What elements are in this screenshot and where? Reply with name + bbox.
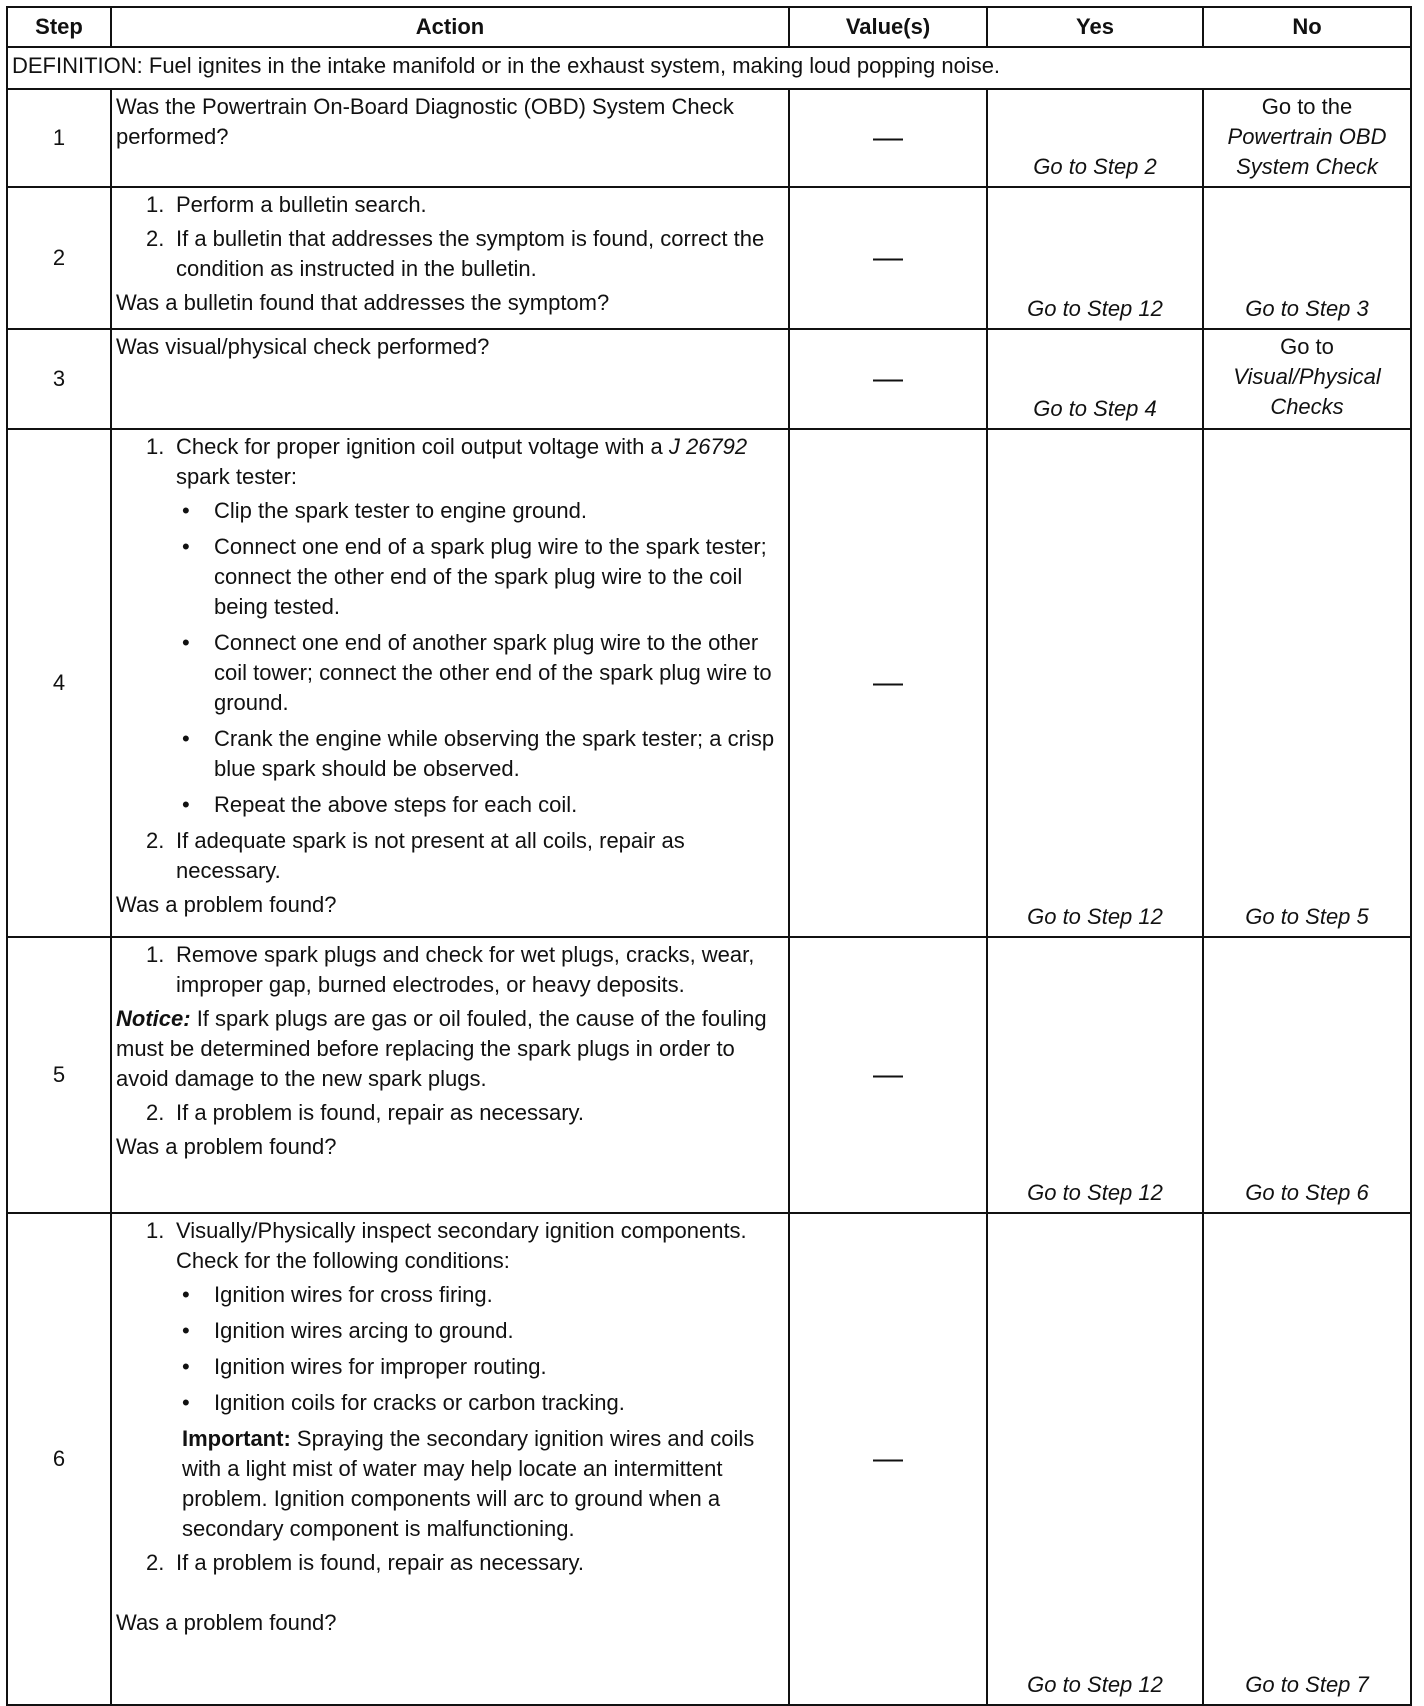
header-yes: Yes bbox=[987, 7, 1203, 47]
item-text: If a problem is found, repair as necessary. bbox=[176, 1100, 585, 1125]
table-row bbox=[7, 937, 1411, 1213]
bullet-text: Ignition wires for improper routing. bbox=[214, 1354, 547, 1379]
bullet-item: • Ignition wires for improper routing. bbox=[182, 1354, 547, 1379]
item-text: If adequate spark is not present at all coils, repair as necessary. bbox=[176, 828, 685, 883]
numbered-item: 1. Remove spark plugs and check for wet plugs, cracks, wear, improper gap, burned electrodes, or heavy deposits. bbox=[146, 942, 755, 997]
value-cell: — bbox=[789, 329, 987, 429]
action-cell bbox=[111, 329, 789, 429]
question-text: Was the Powertrain On-Board Diagnostic (OBD) System Check performed? bbox=[116, 94, 734, 149]
no-prefix: Go to the bbox=[1261, 94, 1353, 119]
bullet-text: Connect one end of another spark plug wire to the other coil tower; connect the other end of the spark plug wire to ground. bbox=[214, 630, 772, 715]
important-label: Important: bbox=[182, 1426, 291, 1451]
bullet-text: Connect one end of a spark plug wire to the spark tester; connect the other end of the spark plug wire to the coil being tested. bbox=[214, 534, 767, 619]
value-cell: — bbox=[789, 187, 987, 329]
action-cell bbox=[111, 187, 789, 329]
item-text: Remove spark plugs and check for wet plugs, cracks, wear, improper gap, burned electrodes, or heavy deposits. bbox=[176, 942, 755, 997]
numbered-item: 1. Perform a bulletin search. bbox=[146, 192, 427, 217]
no-cell: Go to Step 3 bbox=[1203, 187, 1411, 329]
step-number: 1 bbox=[7, 89, 111, 187]
yes-cell: Go to Step 4 bbox=[987, 329, 1203, 429]
notice bbox=[116, 1004, 784, 1094]
yes-cell: Go to Step 12 bbox=[987, 429, 1203, 937]
numbered-item: 2. If a problem is found, repair as necessary. bbox=[146, 1550, 585, 1575]
bullet-text: Clip the spark tester to engine ground. bbox=[214, 498, 588, 523]
bullet-item: • Clip the spark tester to engine ground. bbox=[182, 498, 588, 523]
bullet-text: Repeat the above steps for each coil. bbox=[214, 792, 578, 817]
bullet-item: • Ignition wires for cross firing. bbox=[182, 1282, 493, 1307]
bullet-text: Crank the engine while observing the spark tester; a crisp blue spark should be observed. bbox=[214, 726, 775, 781]
header-action: Action bbox=[111, 7, 789, 47]
action-cell bbox=[111, 89, 789, 187]
no-reference: Powertrain OBD System Check bbox=[1227, 124, 1387, 179]
bullet-item: • Repeat the above steps for each coil. bbox=[182, 792, 578, 817]
yes-cell: Go to Step 2 bbox=[987, 89, 1203, 187]
definition-text: DEFINITION: Fuel ignites in the intake manifold or in the exhaust system, making loud popping noise. bbox=[7, 47, 1411, 89]
question-text: Was a bulletin found that addresses the symptom? bbox=[116, 290, 610, 315]
tool-number: J 26792 bbox=[668, 434, 748, 459]
bullet-text: Ignition wires for cross firing. bbox=[214, 1282, 493, 1307]
notice-text: If spark plugs are gas or oil fouled, the cause of the fouling must be determined before replacing the spark plugs in order to avoid damage to the new spark plugs. bbox=[116, 1006, 767, 1091]
question-text: Was a problem found? bbox=[116, 892, 337, 917]
header-row bbox=[7, 7, 1411, 47]
diagnostic-table bbox=[6, 6, 1412, 1706]
yes-cell: Go to Step 12 bbox=[987, 937, 1203, 1213]
no-cell bbox=[1203, 329, 1411, 429]
value-cell: — bbox=[789, 429, 987, 937]
numbered-item: 2. If adequate spark is not present at all coils, repair as necessary. bbox=[146, 828, 685, 883]
no-cell: Go to Step 7 bbox=[1203, 1213, 1411, 1705]
no-cell: Go to Step 6 bbox=[1203, 937, 1411, 1213]
item-text: Visually/Physically inspect secondary ignition components. Check for the following conditions: bbox=[176, 1218, 747, 1273]
bullet-item: • Connect one end of another spark plug wire to the other coil tower; connect the other end of the spark plug wire to ground. bbox=[182, 630, 772, 715]
bullet-item: • Ignition wires arcing to ground. bbox=[182, 1318, 514, 1343]
definition-row bbox=[7, 47, 1411, 89]
no-prefix: Go to bbox=[1280, 334, 1334, 359]
step-number: 3 bbox=[7, 329, 111, 429]
bullet-item: • Crank the engine while observing the spark tester; a crisp blue spark should be observed. bbox=[182, 726, 775, 781]
header-values: Value(s) bbox=[789, 7, 987, 47]
numbered-item: 1. Visually/Physically inspect secondary ignition components. Check for the following conditions: bbox=[146, 1218, 747, 1273]
step-number: 2 bbox=[7, 187, 111, 329]
important-note bbox=[182, 1424, 784, 1544]
item-text: Perform a bulletin search. bbox=[176, 192, 427, 217]
item-text: Check for proper ignition coil output voltage with a bbox=[176, 434, 663, 459]
item-text: If a problem is found, repair as necessary. bbox=[176, 1550, 585, 1575]
numbered-item: 1. Check for proper ignition coil output voltage with a J 26792 spark tester: bbox=[146, 434, 748, 489]
yes-cell: Go to Step 12 bbox=[987, 187, 1203, 329]
bullet-item: • Ignition coils for cracks or carbon tracking. bbox=[182, 1390, 625, 1415]
item-text: If a bulletin that addresses the symptom is found, correct the condition as instructed in the bulletin. bbox=[176, 226, 765, 281]
no-cell bbox=[1203, 89, 1411, 187]
no-cell: Go to Step 5 bbox=[1203, 429, 1411, 937]
question-text: Was a problem found? bbox=[116, 1610, 337, 1635]
bullet-item: • Connect one end of a spark plug wire to the spark tester; connect the other end of the spark plug wire to the coil being tested. bbox=[182, 534, 767, 619]
step-number: 5 bbox=[7, 937, 111, 1213]
action-cell bbox=[111, 429, 789, 937]
question-text: Was a problem found? bbox=[116, 1134, 337, 1159]
table-row bbox=[7, 1213, 1411, 1705]
numbered-item: 2. If a problem is found, repair as necessary. bbox=[146, 1100, 585, 1125]
value-cell: — bbox=[789, 937, 987, 1213]
numbered-item: 2. If a bulletin that addresses the symptom is found, correct the condition as instructed in the bulletin. bbox=[146, 226, 765, 281]
header-step: Step bbox=[7, 7, 111, 47]
table-row bbox=[7, 89, 1411, 187]
notice-label: Notice: bbox=[116, 1006, 191, 1031]
bullet-text: Ignition wires arcing to ground. bbox=[214, 1318, 514, 1343]
table-row bbox=[7, 329, 1411, 429]
step-number: 4 bbox=[7, 429, 111, 937]
table-row bbox=[7, 187, 1411, 329]
item-text: spark tester: bbox=[176, 464, 298, 489]
action-cell bbox=[111, 937, 789, 1213]
diagnostic-table-page bbox=[6, 6, 1410, 1706]
header-no: No bbox=[1203, 7, 1411, 47]
question-text: Was visual/physical check performed? bbox=[116, 334, 490, 359]
value-cell: — bbox=[789, 89, 987, 187]
no-reference: Visual/Physical Checks bbox=[1233, 364, 1381, 419]
bullet-text: Ignition coils for cracks or carbon tracking. bbox=[214, 1390, 625, 1415]
yes-cell: Go to Step 12 bbox=[987, 1213, 1203, 1705]
important-text: Spraying the secondary ignition wires and coils with a light mist of water may help locate an intermittent problem. Ignition components will arc to ground when a secondary component is malfunctioning. bbox=[182, 1426, 755, 1541]
table-row bbox=[7, 429, 1411, 937]
step-number: 6 bbox=[7, 1213, 111, 1705]
action-cell bbox=[111, 1213, 789, 1705]
value-cell: — bbox=[789, 1213, 987, 1705]
